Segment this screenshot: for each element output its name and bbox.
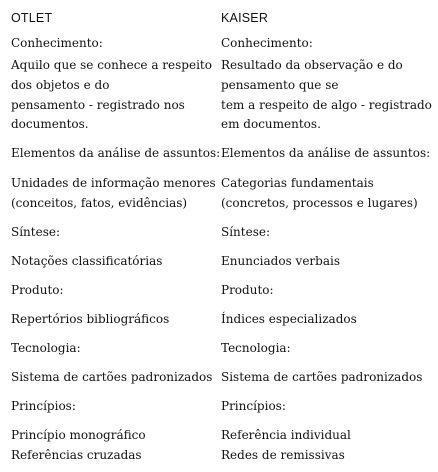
elementos-line-2: (concretos, processos e lugares) bbox=[221, 196, 418, 210]
conhecimento-line-2: pensamento que se bbox=[221, 78, 339, 92]
sintese-label: Síntese: bbox=[11, 225, 61, 239]
conhecimento-line-4: documentos. bbox=[11, 117, 89, 131]
principios-line-2: Redes de remissivas bbox=[221, 448, 345, 462]
sintese-label: Síntese: bbox=[221, 225, 271, 239]
tecnologia-text: Sistema de cartões padronizados bbox=[221, 370, 423, 384]
elementos-label: Elementos da análise de assuntos: bbox=[11, 146, 221, 160]
tecnologia-label: Tecnologia: bbox=[11, 341, 81, 355]
produto-label: Produto: bbox=[11, 283, 64, 297]
tecnologia-text: Sistema de cartões padronizados bbox=[11, 370, 213, 384]
produto-label: Produto: bbox=[221, 283, 274, 297]
principios-line-1: Referência individual bbox=[221, 428, 351, 442]
sintese-text: Enunciados verbais bbox=[221, 254, 340, 268]
conhecimento-line-4: em documentos. bbox=[221, 117, 321, 131]
elementos-line-2: (conceitos, fatos, evidências) bbox=[11, 196, 188, 210]
conhecimento-line-2: dos objetos e do bbox=[11, 78, 110, 92]
principios-line-1: Princípio monográfico bbox=[11, 428, 146, 442]
elementos-label: Elementos da análise de assuntos: bbox=[221, 146, 431, 160]
produto-text: Repertórios bibliográficos bbox=[11, 312, 170, 326]
principios-label: Princípios: bbox=[11, 399, 76, 413]
elementos-line-1: Unidades de informação menores bbox=[11, 176, 216, 190]
conhecimento-label: Conhecimento: bbox=[221, 36, 313, 50]
column-header: OTLET bbox=[11, 11, 53, 25]
tecnologia-label: Tecnologia: bbox=[221, 341, 291, 355]
conhecimento-line-3: pensamento - registrado nos bbox=[11, 98, 185, 112]
sintese-text: Notações classificatórias bbox=[11, 254, 163, 268]
conhecimento-line-1: Resultado da observação e do bbox=[221, 58, 403, 72]
principios-label: Princípios: bbox=[221, 399, 286, 413]
column-header: KAISER bbox=[221, 11, 269, 25]
principios-line-2: Referências cruzadas bbox=[11, 448, 142, 462]
produto-text: Índices especializados bbox=[221, 312, 357, 326]
elementos-line-1: Categorias fundamentais bbox=[221, 176, 374, 190]
conhecimento-line-1: Aquilo que se conhece a respeito bbox=[11, 58, 212, 72]
conhecimento-label: Conhecimento: bbox=[11, 36, 103, 50]
conhecimento-line-3: tem a respeito de algo - registrado bbox=[221, 98, 432, 112]
